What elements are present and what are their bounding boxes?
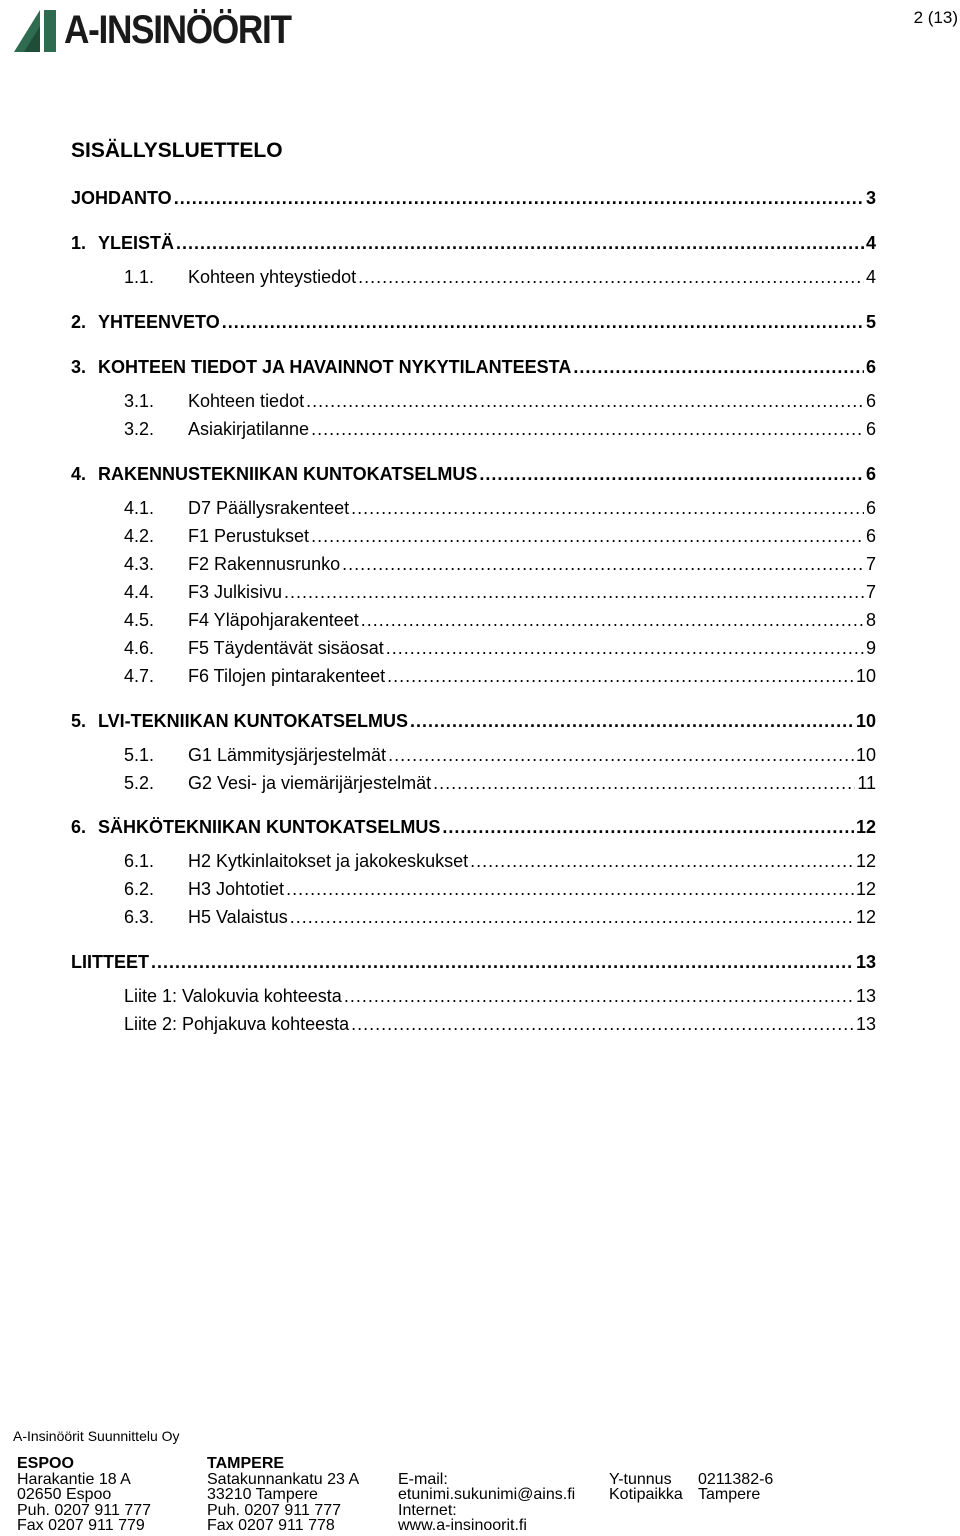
toc-entry-page: 6 (865, 498, 876, 518)
toc-entry[interactable] (71, 950, 876, 974)
toc-dot-leader (442, 815, 854, 839)
toc-entry[interactable] (71, 709, 876, 733)
toc-dot-leader (174, 186, 864, 210)
footer-line: Harakantie 18 A (17, 1470, 131, 1488)
toc-entry-label: H5 Valaistus (188, 907, 288, 927)
toc-entry-page: 7 (865, 582, 876, 602)
toc-entry[interactable] (71, 524, 876, 548)
toc-entry-number: 4.2. (124, 526, 155, 546)
toc-entry-label: LIITTEET (71, 952, 149, 972)
toc-dot-leader (358, 265, 864, 289)
page-number: 2 (13) (913, 8, 958, 27)
toc-entry-label: F2 Rakennusrunko (188, 554, 341, 574)
footer-line: 02650 Espoo (17, 1486, 112, 1503)
toc-entry[interactable] (71, 417, 876, 441)
toc-entry[interactable] (71, 462, 876, 486)
toc-dot-leader (176, 231, 864, 255)
toc-entry-number: 3. (71, 357, 87, 377)
toc-entry-label: F1 Perustukset (188, 526, 310, 546)
toc-entry-page: 11 (857, 773, 876, 793)
footer-line: TAMPERE (207, 1455, 285, 1472)
toc-dot-leader (342, 552, 864, 576)
footer-line: ESPOO (17, 1455, 74, 1472)
toc-entry-page: 12 (855, 879, 876, 899)
toc-entry-label: F4 Yläpohjarakenteet (188, 610, 359, 630)
toc-entry[interactable] (71, 664, 876, 688)
toc-dot-leader (573, 355, 864, 379)
toc-entry-label: RAKENNUSTEKNIIKAN KUNTOKATSELMUS (98, 464, 478, 484)
toc-entry-page: 13 (855, 1014, 876, 1034)
toc-entry-label: KOHTEEN TIEDOT JA HAVAINNOT NYKYTILANTEESTA (98, 357, 572, 377)
toc-entry-page: 10 (855, 711, 876, 731)
toc-entry[interactable] (71, 877, 876, 901)
toc-entry-number: 4.3. (124, 554, 155, 574)
toc-entry-page: 10 (855, 745, 876, 765)
toc-entry-number: 6.2. (124, 879, 155, 899)
footer-company: A-Insinöörit Suunnittelu Oy (13, 1428, 180, 1444)
toc-dot-leader (286, 877, 854, 901)
toc-dot-leader (306, 389, 864, 413)
toc-entry[interactable] (71, 905, 876, 929)
toc-dot-leader (387, 664, 854, 688)
toc-entry-number: 4.5. (124, 610, 155, 630)
toc-entry-number: 5.2. (124, 773, 155, 793)
footer-line: E-mail: (398, 1470, 448, 1488)
toc-dot-leader (388, 743, 854, 767)
toc-dot-leader (151, 950, 854, 974)
toc-entry-number: 4.6. (124, 638, 155, 658)
toc-entry[interactable] (71, 984, 876, 1008)
toc-entry-page: 12 (855, 907, 876, 927)
footer-line: Kotipaikka (609, 1486, 683, 1503)
footer-espoo (17, 1455, 151, 1533)
toc-entry-label: YHTEENVETO (98, 312, 220, 332)
toc-entry-page: 12 (855, 851, 876, 871)
toc-entry[interactable] (71, 580, 876, 604)
toc-entry[interactable] (71, 849, 876, 873)
footer-line (398, 1455, 575, 1471)
toc-entry-number: 6. (71, 817, 87, 837)
footer-line: Y-tunnus (609, 1470, 672, 1488)
toc-entry-label: Liite 1: Valokuvia kohteesta (124, 986, 342, 1006)
toc-entry-number: 5.1. (124, 745, 155, 765)
toc-entry-label: LVI-TEKNIIKAN KUNTOKATSELMUS (98, 711, 408, 731)
footer-line: 33210 Tampere (207, 1486, 318, 1503)
toc-entry[interactable] (71, 771, 876, 795)
toc-entry-page: 4 (865, 267, 876, 287)
footer-line: Fax 0207 911 778 (207, 1517, 335, 1534)
toc-entry-number: 4.4. (124, 582, 155, 602)
toc-entry-page: 7 (865, 554, 876, 574)
toc-entry-page: 3 (865, 188, 876, 208)
toc-dot-leader (479, 462, 864, 486)
toc-dot-leader (470, 849, 854, 873)
toc-entry-number: 1. (71, 233, 87, 253)
toc-entry[interactable] (71, 636, 876, 660)
toc-entry-page: 6 (865, 357, 876, 377)
logo-wordmark: A-INSINÖÖRIT (64, 8, 291, 52)
toc-entry-label: Kohteen yhteystiedot (188, 267, 357, 287)
toc-dot-leader (290, 905, 854, 929)
toc-dot-leader (351, 496, 864, 520)
toc-entry[interactable] (71, 815, 876, 839)
toc-entry[interactable] (71, 355, 876, 379)
footer-id-labels (609, 1455, 683, 1502)
toc-entry-number: 6.3. (124, 907, 155, 927)
toc-entry-label: Asiakirjatilanne (188, 419, 310, 439)
footer-website[interactable]: www.a-insinoorit.fi (398, 1517, 527, 1534)
footer-line: Internet: (398, 1501, 457, 1519)
toc-entry-label: F6 Tilojen pintarakenteet (188, 666, 386, 686)
toc-entry-label: H3 Johtotiet (188, 879, 285, 899)
toc-dot-leader (344, 984, 854, 1008)
toc-entry-label: D7 Päällysrakenteet (188, 498, 350, 518)
toc-entry[interactable] (71, 231, 876, 255)
toc-entry[interactable] (71, 186, 876, 210)
company-logo (12, 6, 322, 54)
toc-entry-label: YLEISTÄ (98, 233, 175, 253)
footer-email[interactable]: etunimi.sukunimi@ains.fi (398, 1486, 576, 1503)
footer-line: Puh. 0207 911 777 (207, 1501, 342, 1519)
toc-entry-label: SÄHKÖTEKNIIKAN KUNTOKATSELMUS (98, 817, 441, 837)
toc-entry-number: 4.1. (124, 498, 155, 518)
toc-entry-page: 6 (865, 391, 876, 411)
toc-entry-label: G1 Lämmitysjärjestelmät (188, 745, 387, 765)
toc-dot-leader (311, 417, 864, 441)
toc-entry[interactable] (71, 743, 876, 767)
toc-entry-label: H2 Kytkinlaitokset ja jakokeskukset (188, 851, 469, 871)
footer-line: Satakunnankatu 23 A (207, 1470, 360, 1488)
toc-dot-leader (433, 771, 855, 795)
toc-entry-label: F5 Täydentävät sisäosat (188, 638, 384, 658)
toc-entry-page: 4 (865, 233, 876, 253)
toc-entry[interactable] (71, 1012, 876, 1036)
toc-entry[interactable] (71, 265, 876, 289)
footer-id-values (698, 1455, 773, 1502)
toc-entry-page: 12 (855, 817, 876, 837)
footer-line (698, 1455, 773, 1471)
toc-dot-leader (410, 709, 854, 733)
toc-entry-page: 5 (865, 312, 876, 332)
toc-entry-label: G2 Vesi- ja viemärijärjestelmät (188, 773, 432, 793)
footer-line: Tampere (698, 1486, 761, 1503)
toc-dot-leader (351, 1012, 854, 1036)
toc-entry-number: 4.7. (124, 666, 155, 686)
toc-entry-number: 6.1. (124, 851, 155, 871)
toc-entry-page: 13 (855, 986, 876, 1006)
toc-entry-number: 5. (71, 711, 87, 731)
footer-line: Fax 0207 911 779 (17, 1517, 145, 1534)
toc-entry-page: 8 (865, 610, 876, 630)
footer-line: 0211382-6 (698, 1470, 774, 1488)
toc-entry-label: Liite 2: Pohjakuva kohteesta (124, 1014, 350, 1034)
toc-entry-number: 2. (71, 312, 87, 332)
footer-tampere (207, 1455, 359, 1533)
toc-entry[interactable] (71, 389, 876, 413)
logo-mark-icon (12, 8, 58, 52)
toc-entry-label: Kohteen tiedot (188, 391, 305, 411)
toc-entry[interactable] (71, 552, 876, 576)
toc-entry-page: 9 (865, 638, 876, 658)
toc-entry[interactable] (71, 496, 876, 520)
toc-entry-label: F3 Julkisivu (188, 582, 283, 602)
toc-entry-number: 3.2. (124, 419, 155, 439)
toc-dot-leader (386, 636, 864, 660)
footer-contact (398, 1455, 575, 1533)
toc-entry-page: 6 (865, 419, 876, 439)
toc-entry-label: JOHDANTO (71, 188, 172, 208)
toc-entry[interactable] (71, 608, 876, 632)
toc-dot-leader (361, 608, 864, 632)
toc-entry-number: 3.1. (124, 391, 155, 411)
footer-line (609, 1455, 683, 1471)
toc-entry-page: 10 (855, 666, 876, 686)
toc-entry-page: 13 (855, 952, 876, 972)
toc-dot-leader (311, 524, 864, 548)
toc-title: SISÄLLYSLUETTELO (71, 139, 283, 162)
toc-entry-number: 4. (71, 464, 87, 484)
toc-entry-page: 6 (865, 464, 876, 484)
toc-dot-leader (222, 310, 864, 334)
toc-dot-leader (284, 580, 864, 604)
toc-entry-page: 6 (865, 526, 876, 546)
toc-entry-number: 1.1. (124, 267, 155, 287)
toc-entry[interactable] (71, 310, 876, 334)
footer-line: Puh. 0207 911 777 (17, 1501, 152, 1519)
